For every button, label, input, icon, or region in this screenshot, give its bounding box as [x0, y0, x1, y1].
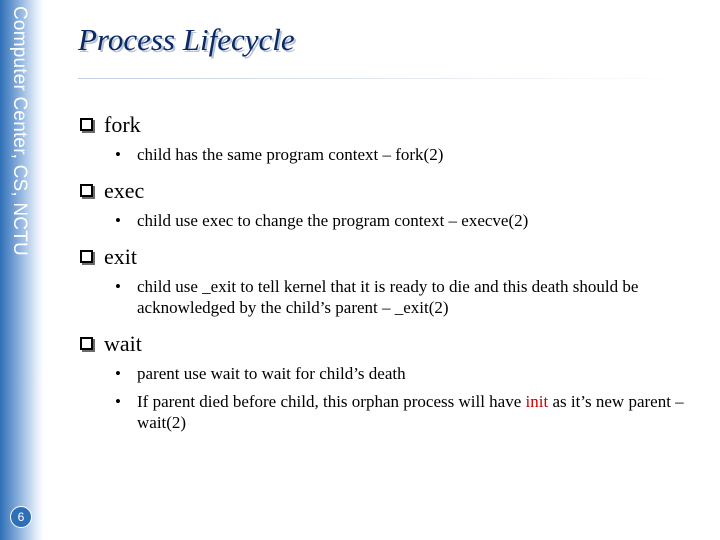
list-item-text	[137, 392, 684, 432]
checkbox-bullet-icon	[80, 184, 93, 197]
sidebar-label: Computer Center, CS, NCTU	[9, 6, 30, 256]
list-item	[80, 391, 700, 433]
section-exit	[80, 244, 700, 270]
title-divider	[78, 78, 694, 79]
section-fork	[80, 112, 700, 138]
page-number: 6	[10, 506, 32, 528]
checkbox-bullet-icon	[80, 250, 93, 263]
slide-body	[80, 112, 700, 433]
checkbox-bullet-icon	[80, 118, 93, 131]
section-heading: exec	[104, 178, 145, 203]
list-item	[80, 210, 700, 231]
text-segment: If parent died before child, this orphan process will have	[137, 392, 526, 411]
bullet-icon: •	[115, 211, 121, 230]
highlighted-term: init	[525, 392, 549, 411]
section-exec	[80, 178, 700, 204]
section-heading: exit	[104, 244, 137, 269]
list-item	[80, 276, 700, 318]
list-item	[80, 144, 700, 165]
slide-title: Process Lifecycle	[78, 22, 295, 57]
list-item-text: child use _exit to tell kernel that it is ready to die and this death should be acknowledged by the child’s parent – _exit(2)	[137, 277, 639, 317]
checkbox-bullet-icon	[80, 337, 93, 350]
text-segment: as it’s new parent – wait(2)	[137, 392, 684, 432]
list-item-text: child use exec to change the program context – execve(2)	[137, 211, 529, 230]
list-item	[80, 363, 700, 384]
bullet-icon: •	[115, 392, 121, 411]
section-wait	[80, 331, 700, 357]
bullet-icon: •	[115, 277, 121, 296]
list-item-text: parent use wait to wait for child’s death	[137, 364, 406, 383]
section-heading: fork	[104, 112, 141, 137]
section-heading: wait	[104, 331, 142, 356]
sidebar	[0, 0, 44, 540]
bullet-icon: •	[115, 364, 121, 383]
bullet-icon: •	[115, 145, 121, 164]
list-item-text: child has the same program context – fork(2)	[137, 145, 444, 164]
